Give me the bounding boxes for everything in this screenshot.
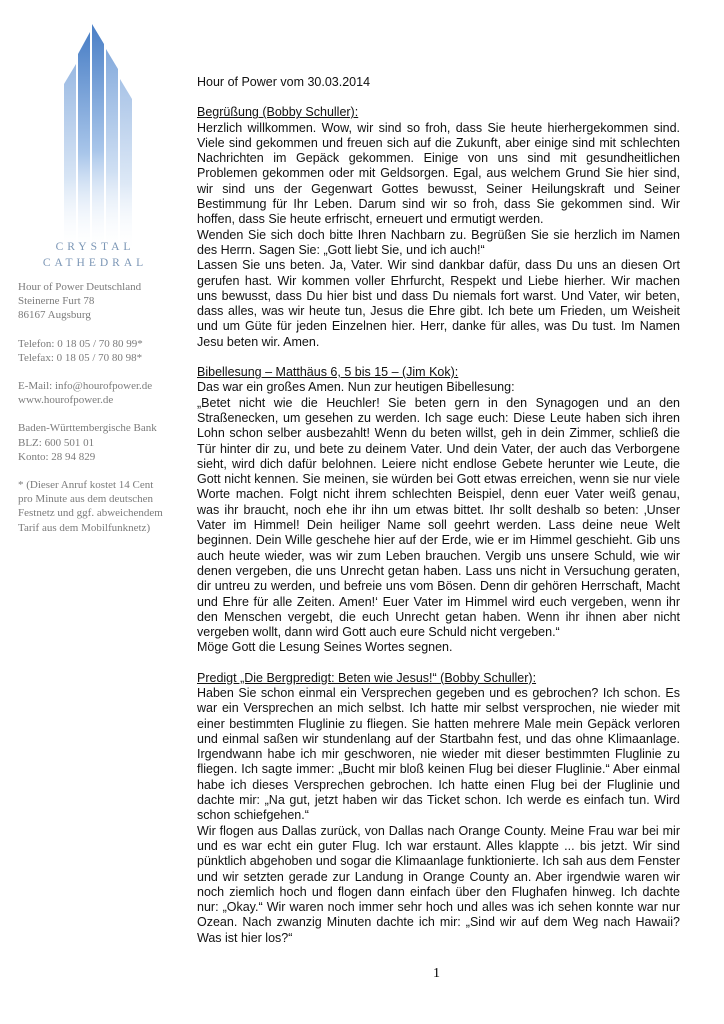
paragraph: Möge Gott die Lesung Seines Wortes segnen. xyxy=(197,640,453,655)
bank-name: Baden-Württembergische Bank xyxy=(18,422,157,435)
brand-name-line-2: CATHEDRAL xyxy=(42,257,148,269)
document-title: Hour of Power vom 30.03.2014 xyxy=(197,75,371,89)
website: www.hourofpower.de xyxy=(18,394,114,407)
contact-sidebar xyxy=(18,280,190,535)
paragraph: Wenden Sie sich doch bitte Ihren Nachbarn zu. Begrüßen Sie sie herzlich im Namen des Herrn. Sagen Sie: „Gott liebt Sie, und ich auch!“ xyxy=(197,227,680,257)
paragraph: „Betet nicht wie die Heuchler! Sie beten gern in den Synagogen und an den Straßenecken, um gesehen zu werden. Ich sage euch: Diese Leute haben sich ihren Lohn schon selber ausbezahlt! Wenn du beten willst, geh in dein Zimmer, schließ die Tür hinter dir zu, und bete zu deinem Vater. Und dein Vater, der auch das Verborgene sieht, wird dich dafür belohnen. Leiere nicht endlose Gebete herunter wie Leute, die Gott nicht kennen. Sie meinen, sie würden bei Gott etwas erreichen, wenn sie nur viele Worte machen. Folgt nicht ihrem schlechten Beispiel, denn euer Vater weiß genau, was ihr braucht, noch ehe ihr ihn um etwas bittet. Ihr sollt deshalb so beten: ‚Unser Vater im Himmel! Dein heiliger Name soll geehrt werden. Lass deine neue Welt beginnen. Dein Wille geschehe hier auf der Erde, wie er im Himmel geschieht. Gib uns auch heute wieder, was wir zum Leben brauchen. Vergib uns unsere Schuld, wie wir denen vergeben, die uns Unrecht getan haben. Lass uns nicht in Versuchung geraten, dir untreu zu werden, und befreie uns vom Bösen. Denn dir gehören Herrschaft, Macht und Ehre für alle Zeiten. Amen!‘ Euer Vater im Himmel wird euch vergeben, wenn ihr den Menschen vergebt, die euch Unrecht getan haben. Wenn ihr ihnen aber nicht vergeben wollt, dann wird Gott auch eure Schuld nicht vergeben.“ xyxy=(197,395,680,640)
org-street: Steinerne Furt 78 xyxy=(18,295,95,308)
paragraph: Haben Sie schon einmal ein Versprechen gegeben und es gebrochen? Ich schon. Es war ein Versprechen an mich selbst. Ich hatte mir selbst versprochen, nie wieder mit einer bestimmten Fluglinie zu fliegen. Sie hatten mehrere Male mein Gepäck verloren und einmal saßen wir stundenlang auf der Startbahn fest, und das ohne Klimaanlage. Irgendwann habe ich mir geschworen, nie wieder mit dieser bestimmten Fluglinie zu fliegen. Ich sagte immer: „Bucht mir bloß keinen Flug bei dieser Fluglinie.“ Aber einmal habe ich dieses Versprechen gebrochen. Ich hatte einen Flug bei der Fluglinie und dachte mir: „Na gut, jetzt haben wir das Ticket schon. Ich werde es einfach tun. Wird schon schiefgehen.“ xyxy=(197,685,680,823)
page-number: 1 xyxy=(433,966,440,981)
section-heading-greeting: Begrüßung (Bobby Schuller): xyxy=(197,105,359,120)
bank-code: BLZ: 600 501 01 xyxy=(18,436,95,449)
bank-account: Konto: 28 94 829 xyxy=(18,450,96,463)
org-name: Hour of Power Deutschland xyxy=(18,281,142,293)
cost-note-line: * (Dieser Anruf kostet 14 Cent xyxy=(18,479,154,492)
phone-number: Telefon: 0 18 05 / 70 80 99* xyxy=(18,337,143,350)
cost-note-line: pro Minute aus dem deutschen xyxy=(18,493,154,506)
document-body xyxy=(197,75,680,946)
paragraph: Das war ein großes Amen. Nun zur heutigen Bibellesung: xyxy=(197,380,515,395)
section-heading-reading: Bibellesung – Matthäus 6, 5 bis 15 – (Jim Kok): xyxy=(197,365,459,380)
email-address: E-Mail: info@hourofpower.de xyxy=(18,380,153,393)
cost-note-line: Festnetz und ggf. abweichendem xyxy=(18,507,163,520)
paragraph: Wir flogen aus Dallas zurück, von Dallas nach Orange County. Meine Frau war bei mir und es war echt ein guter Flug. Ich war erstaunt. Alles klappte ... bis jetzt. Wir sind pünktlich abgehoben und sogar die Klimaanlage funktionierte. Ich sah aus dem Fenster und wir setzten gerade zur Landung in Orange County an. Aber irgendwie waren wir noch ziemlich hoch und flogen dann einfach über den Flughafen hinweg. Ich dachte nur: „Okay.“ Wir waren noch immer sehr hoch und alles was ich sehen konnte war nur Ozean. Nach zwanzig Minuten dachte ich mir: „Sind wir auf dem Weg nach Hawaii? Was ist hier los?“ xyxy=(197,823,680,945)
paragraph: Herzlich willkommen. Wow, wir sind so froh, dass Sie heute hierhergekommen sind. Viele sind gekommen und freuen sich auf die Zukunft, aber einige sind mit schlechten Nachrichten im Gepäck gekommen. Einige von uns sind mit gesundheitlichen Problemen gekommen oder mit Geldsorgen. Egal, aus welchem Grund Sie hier sind, wir sind uns der Gegenwart Gottes bewusst, Seiner Heilungskraft und Seiner Bestimmung für Ihr Leben. Darum sind wir so froh, dass Sie gekommen sind. Wir hoffen, dass Sie heute erfrischt, erneuert und ermutigt werden. xyxy=(197,120,680,227)
fax-number: Telefax: 0 18 05 / 70 80 98* xyxy=(18,351,143,364)
org-city: 86167 Augsburg xyxy=(18,309,91,322)
brand-name-line-1: CRYSTAL xyxy=(55,241,135,253)
paragraph: Lassen Sie uns beten. Ja, Vater. Wir sind dankbar dafür, dass Du uns an diesen Ort gerufen hast. Wir kommen voller Ehrfurcht, Respekt und Liebe hierher. Wir machen uns bewusst, dass Du hier bist und dass Du niemals fort warst. Und Vater, wir beten, dass alles, was wir heute tun, Jesus die Ehre gibt. Ich bete um Frieden, um Weisheit und um Güte für jeden Einzelnen hier. Herr, danke für alles, was Du tust. Im Namen Jesu beten wir. Amen. xyxy=(197,258,680,349)
cost-note-line: Tarif aus dem Mobilfunknetz) xyxy=(18,521,151,534)
section-heading-sermon: Predigt „Die Bergpredigt: Beten wie Jesus!“ (Bobby Schuller): xyxy=(197,670,537,685)
crystal-cathedral-logo xyxy=(54,24,144,254)
